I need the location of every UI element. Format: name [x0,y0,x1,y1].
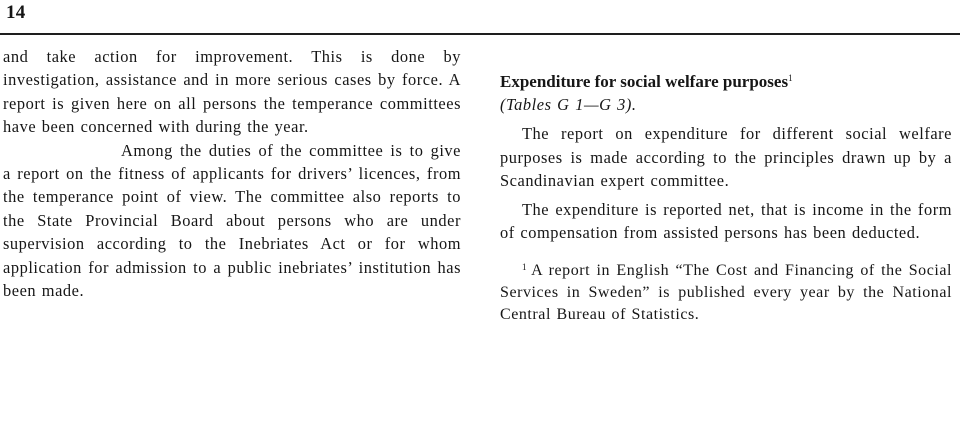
table-reference: (Tables G 1—G 3). [500,95,637,114]
left-column [3,45,461,302]
header-rule [0,33,960,35]
footnote [500,256,952,326]
left-paragraph-committee-duties: Among the duties of the committee is to give a report on the fitness of applicants for drivers’ licences, from the temperance point of view. The committee also reports to the State Provincial Board about persons who are under supervision according to the Inebriates Act or for whom application for admission to a public inebriates’ institution has been made. [3,140,461,301]
footnote-mark: 1 [522,262,528,273]
left-paragraph-continuation: and take action for improvement. This is done by investigation, assistance and in more serious cases by force. A report is given here on all persons the temperance committees have been concerned with during the year. [3,47,461,137]
page-number: 14 [6,2,26,23]
section-heading [500,67,952,93]
right-paragraph-expenditure-report: The report on expenditure for different social welfare purposes is made according to the principles drawn up by a Scandinavian expert committee. [500,124,952,191]
footnote-text: A report in English “The Cost and Financing of the Social Services in Sweden” is published every year by the National Central Bureau of Statistics. [500,262,952,324]
section-heading-text: Expenditure for social welfare purposes [500,72,789,91]
right-paragraph-net-expenditure: The expenditure is reported net, that is income in the form of compensation from assisted persons has been deducted. [500,199,952,243]
right-column [500,67,952,326]
section-heading-footnote-mark: 1 [788,73,793,83]
